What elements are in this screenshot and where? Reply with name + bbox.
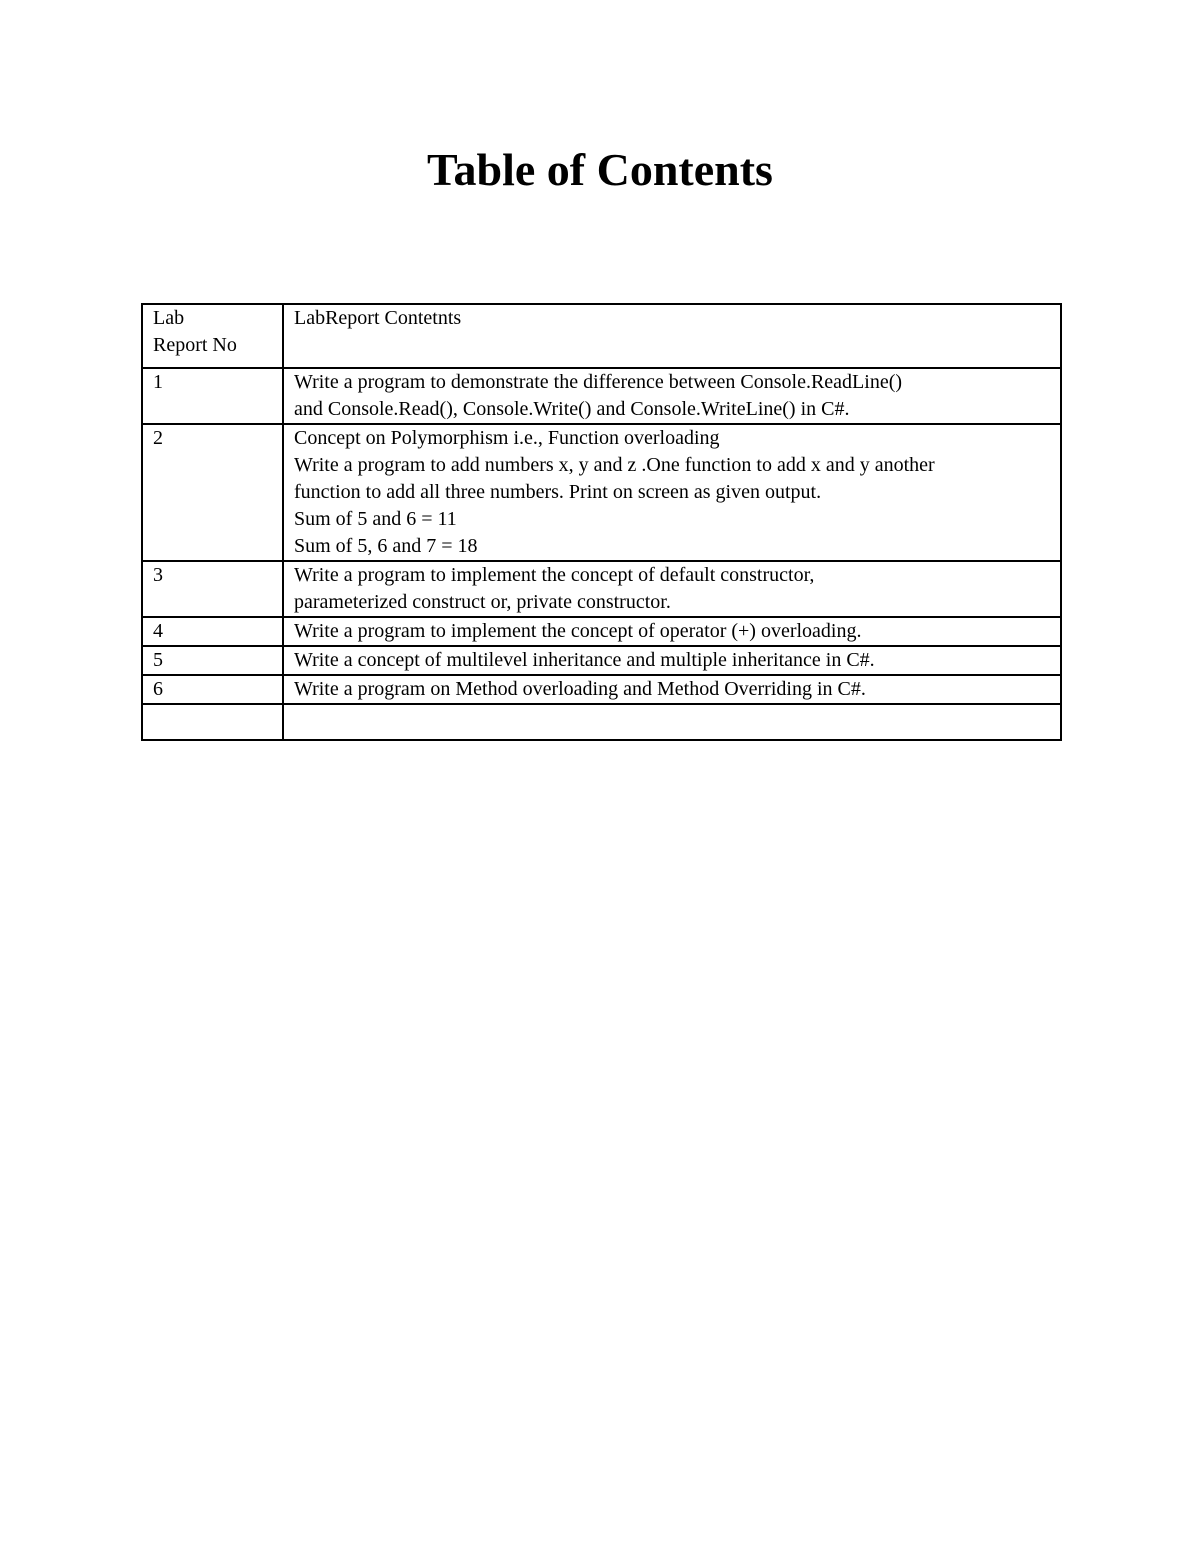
row-contents [283,646,1061,675]
row-number: 1 [142,368,283,424]
table-row [142,675,1061,704]
row-contents [283,675,1061,704]
contents-table [141,303,1062,741]
row-line: and Console.Read(), Console.Write() and Console.WriteLine() in C#. [294,398,850,420]
row-line: Sum of 5, 6 and 7 = 18 [294,535,478,557]
row-number: 6 [142,675,283,704]
row-line: Write a program on Method overloading and Method Overriding in C#. [294,678,866,700]
row-line: function to add all three numbers. Print on screen as given output. [294,481,822,503]
row-number: 3 [142,561,283,617]
row-number: 5 [142,646,283,675]
row-number [142,704,283,740]
table-row [142,617,1061,646]
row-line: Write a program to implement the concept of default constructor, [294,564,815,586]
row-line: Write a program to demonstrate the difference between Console.ReadLine() [294,371,903,393]
header-no-line: Report No [153,334,237,356]
row-contents [283,561,1061,617]
table-row [142,646,1061,675]
row-line: Write a program to implement the concept of operator (+) overloading. [294,620,862,642]
header-no-line: Lab [153,307,185,329]
row-contents [283,424,1061,561]
row-number: 4 [142,617,283,646]
row-line: Concept on Polymorphism i.e., Function overloading [294,427,720,449]
header-lab-report-no [142,304,283,368]
table-row [142,368,1061,424]
row-line: Sum of 5 and 6 = 11 [294,508,457,530]
table-row-empty [142,704,1061,740]
row-line: parameterized construct or, private constructor. [294,591,671,613]
row-contents [283,704,1061,740]
row-contents [283,617,1061,646]
header-contents: LabReport Contetnts [283,304,1061,368]
page-title: Table of Contents [427,144,773,195]
row-line: Write a program to add numbers x, y and z .One function to add x and y another [294,454,935,476]
row-number: 2 [142,424,283,561]
table-header-row [142,304,1061,368]
table-row [142,561,1061,617]
row-line: Write a concept of multilevel inheritance and multiple inheritance in C#. [294,649,875,671]
table-row [142,424,1061,561]
row-contents [283,368,1061,424]
